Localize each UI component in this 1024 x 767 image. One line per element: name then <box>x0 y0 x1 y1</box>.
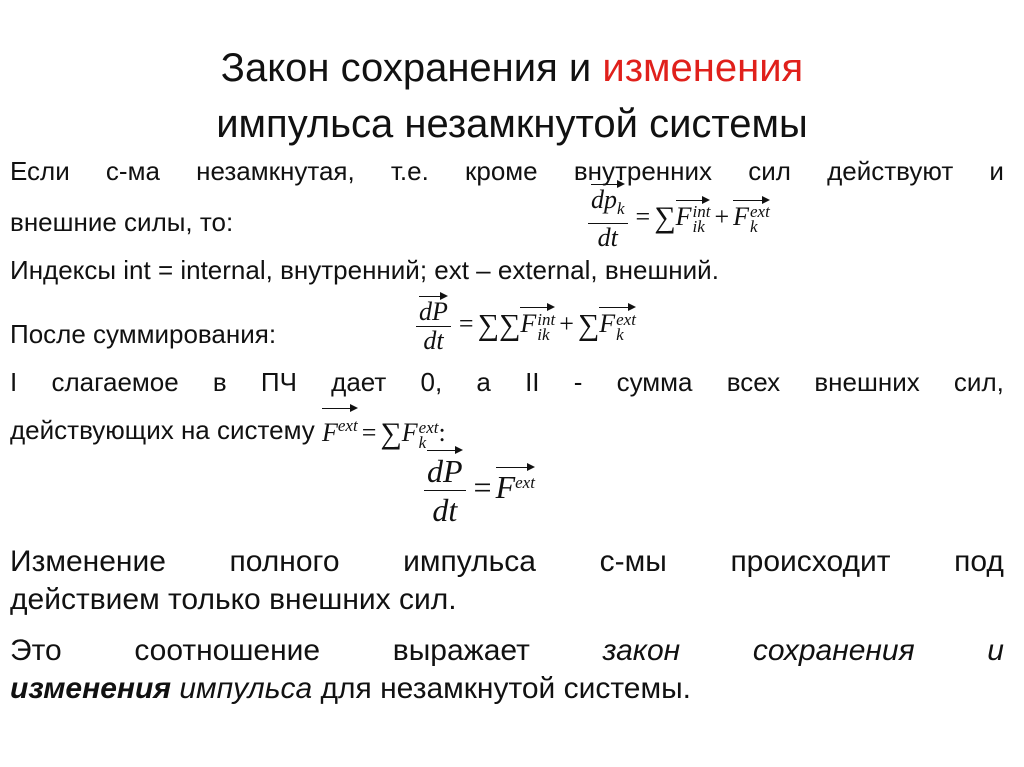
title-highlight: изменения <box>602 46 804 90</box>
title-text: Закон сохранения и <box>220 46 603 90</box>
word: и <box>989 156 1004 186</box>
word: 0, <box>420 367 443 397</box>
word: II <box>525 367 540 397</box>
word: сил <box>748 156 791 186</box>
slide-title <box>0 40 1024 152</box>
word: - <box>573 367 583 397</box>
word: с-ма <box>105 156 160 186</box>
word: с-мы <box>599 545 667 578</box>
word: в <box>212 367 227 397</box>
word: действуют <box>827 156 954 186</box>
word: импульса <box>403 545 536 578</box>
word: Это <box>10 634 62 667</box>
fraction: $\frac{dp_k}{dt}$ <box>588 186 628 252</box>
paragraph-6-line-2: изменения импульса для незамкнутой системы. <box>10 672 691 705</box>
word: слагаемое <box>51 367 179 397</box>
word: закон <box>602 634 681 667</box>
title-line-1 <box>0 40 1024 96</box>
formula-external-force: $F^{ext} = \sum F$ ext k : <box>322 418 446 447</box>
paragraph-1-line-1 <box>10 155 1004 187</box>
word: внешних <box>814 367 920 397</box>
paragraph-indices: Индексы int = internal, внутренний; ext – external, внешний. <box>10 255 719 285</box>
word: происходит <box>730 545 891 578</box>
emphasis-italic: импульса <box>171 672 313 705</box>
paragraph-6-line-1 <box>10 633 1004 669</box>
word: кроме <box>465 156 538 186</box>
word: Изменение <box>10 545 166 578</box>
emphasis-bold: изменения <box>10 672 172 705</box>
word: под <box>954 545 1004 578</box>
word: дает <box>331 367 387 397</box>
word: незамкнутая, <box>196 156 355 186</box>
word: Если <box>10 156 70 186</box>
fraction: $\frac{dP}{dt}$ <box>424 452 466 529</box>
formula-momentum-change: $\frac{dp_k}{dt}$ = ∑F int ik + F ext k <box>588 186 770 252</box>
word: выражает <box>392 634 530 667</box>
paragraph-after-summation: После суммирования: <box>10 319 277 349</box>
paragraph-5-line-2: действием только внешних сил. <box>10 583 457 616</box>
word: полного <box>229 545 340 578</box>
word: и <box>987 634 1004 667</box>
word: ПЧ <box>260 367 297 397</box>
word: I <box>10 367 18 397</box>
word: внутренних <box>573 156 713 186</box>
formula-total-momentum: $\frac{dP}{dt}$ = ∑∑F int ik + ∑F ext k <box>416 298 636 355</box>
word: соотношение <box>134 634 321 667</box>
word: сохранения <box>752 634 915 667</box>
formula-newton-system: $\frac{dP}{dt}$ = $F^{ext}$ <box>424 452 535 529</box>
word: всех <box>726 367 781 397</box>
word: сумма <box>616 367 693 397</box>
paragraph-4-line-2: действующих на систему $F^{ext} = \sum F$ ext k : <box>10 408 1004 448</box>
paragraph-5-line-1 <box>10 544 1004 580</box>
title-line-2: импульса незамкнутой системы <box>216 102 808 146</box>
word: т.е. <box>390 156 429 186</box>
paragraph-1-line-2: внешние силы, то: <box>10 207 234 237</box>
fraction: $\frac{dP}{dt}$ <box>416 298 451 355</box>
word: а <box>476 367 491 397</box>
paragraph-4-line-1 <box>10 366 1004 398</box>
word: сил, <box>953 367 1004 397</box>
